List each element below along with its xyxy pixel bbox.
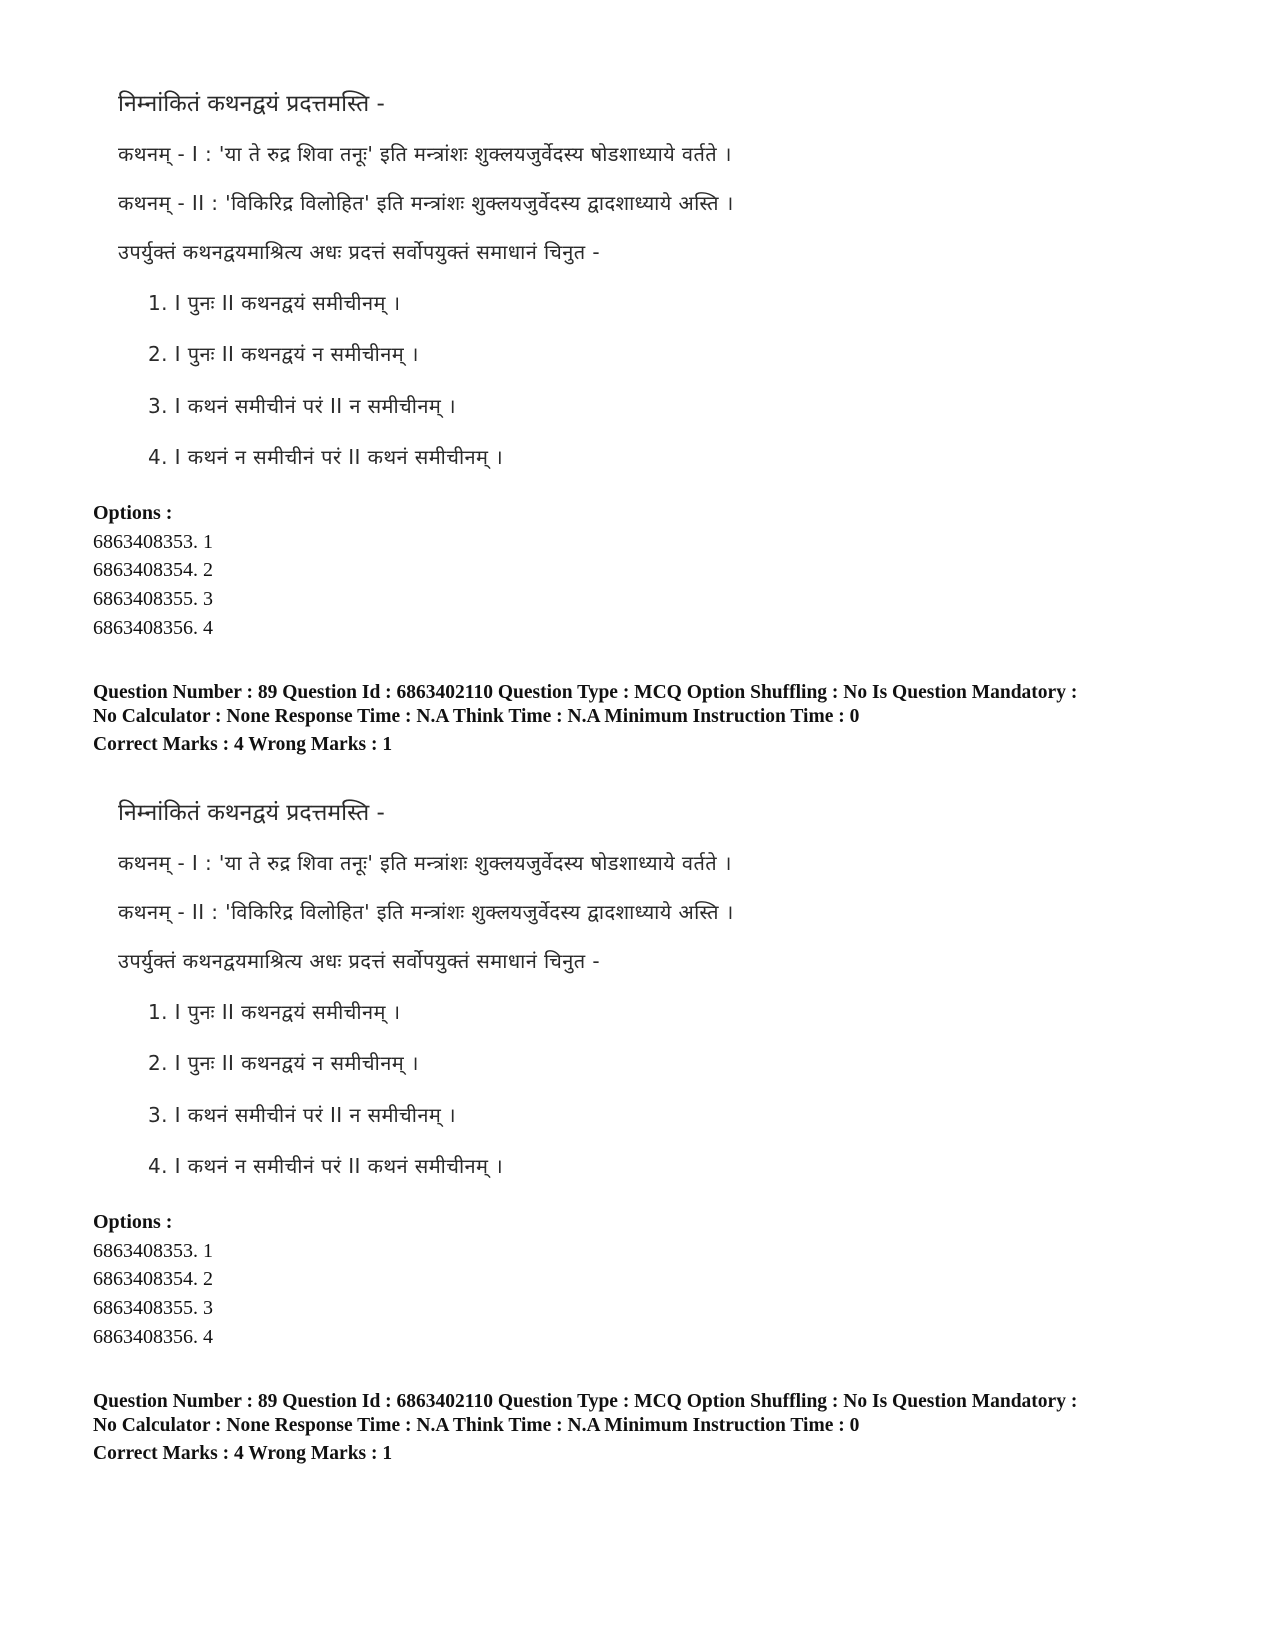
question-instruction: उपर्युक्तं कथनद्वयमाश्रित्य अधः प्रदत्तं सर्वोपयुक्तं समाधानं चिनुत -: [118, 949, 600, 973]
meta-line-3: Correct Marks : 4 Wrong Marks : 1: [93, 734, 393, 755]
statement-1: कथनम् - I : 'या ते रुद्र शिवा तनूः' इति मन्त्रांशः शुक्लयजुर्वेदस्य षोडशाध्याये वर्तते ।: [118, 142, 732, 166]
option-1: 6863408353. 1: [93, 1240, 213, 1262]
meta-line-1: Question Number : 89 Question Id : 6863402110 Question Type : MCQ Option Shuffling : No Is Question Mandatory :: [93, 1391, 1078, 1412]
options-heading: Options :: [93, 502, 173, 524]
statement-2: कथनम् - II : 'विकिरिद्र विलोहित' इति मन्त्रांशः शुक्लयजुर्वेदस्य द्वादशाध्याये अस्ति ।: [118, 191, 734, 215]
option-3: 6863408355. 3: [93, 1297, 213, 1319]
option-1: 6863408353. 1: [93, 531, 213, 553]
choice-1: 1. I पुनः II कथनद्वयं समीचीनम् ।: [148, 291, 401, 315]
statement-1: कथनम् - I : 'या ते रुद्र शिवा तनूः' इति मन्त्रांशः शुक्लयजुर्वेदस्य षोडशाध्याये वर्तते ।: [118, 851, 732, 875]
question-title: निम्नांकितं कथनद्वयं प्रदत्तमस्ति -: [118, 91, 385, 117]
option-4: 6863408356. 4: [93, 617, 213, 639]
meta-line-2: No Calculator : None Response Time : N.A Think Time : N.A Minimum Instruction Time : 0: [93, 706, 860, 727]
option-3: 6863408355. 3: [93, 588, 213, 610]
choice-3: 3. I कथनं समीचीनं परं II न समीचीनम् ।: [148, 394, 456, 418]
choice-2: 2. I पुनः II कथनद्वयं न समीचीनम् ।: [148, 342, 419, 366]
meta-line-1: Question Number : 89 Question Id : 6863402110 Question Type : MCQ Option Shuffling : No Is Question Mandatory :: [93, 682, 1078, 703]
question-title: निम्नांकितं कथनद्वयं प्रदत्तमस्ति -: [118, 800, 385, 826]
meta-line-2: No Calculator : None Response Time : N.A Think Time : N.A Minimum Instruction Time : 0: [93, 1415, 860, 1436]
choice-3: 3. I कथनं समीचीनं परं II न समीचीनम् ।: [148, 1103, 456, 1127]
choice-4: 4. I कथनं न समीचीनं परं II कथनं समीचीनम् ।: [148, 1154, 504, 1178]
choice-2: 2. I पुनः II कथनद्वयं न समीचीनम् ।: [148, 1051, 419, 1075]
statement-2: कथनम् - II : 'विकिरिद्र विलोहित' इति मन्त्रांशः शुक्लयजुर्वेदस्य द्वादशाध्याये अस्ति ।: [118, 900, 734, 924]
option-2: 6863408354. 2: [93, 1268, 213, 1290]
question-instruction: उपर्युक्तं कथनद्वयमाश्रित्य अधः प्रदत्तं सर्वोपयुक्तं समाधानं चिनुत -: [118, 240, 600, 264]
options-heading: Options :: [93, 1211, 173, 1233]
option-2: 6863408354. 2: [93, 559, 213, 581]
option-4: 6863408356. 4: [93, 1326, 213, 1348]
meta-line-3: Correct Marks : 4 Wrong Marks : 1: [93, 1443, 393, 1464]
choice-1: 1. I पुनः II कथनद्वयं समीचीनम् ।: [148, 1000, 401, 1024]
choice-4: 4. I कथनं न समीचीनं परं II कथनं समीचीनम् ।: [148, 445, 504, 469]
